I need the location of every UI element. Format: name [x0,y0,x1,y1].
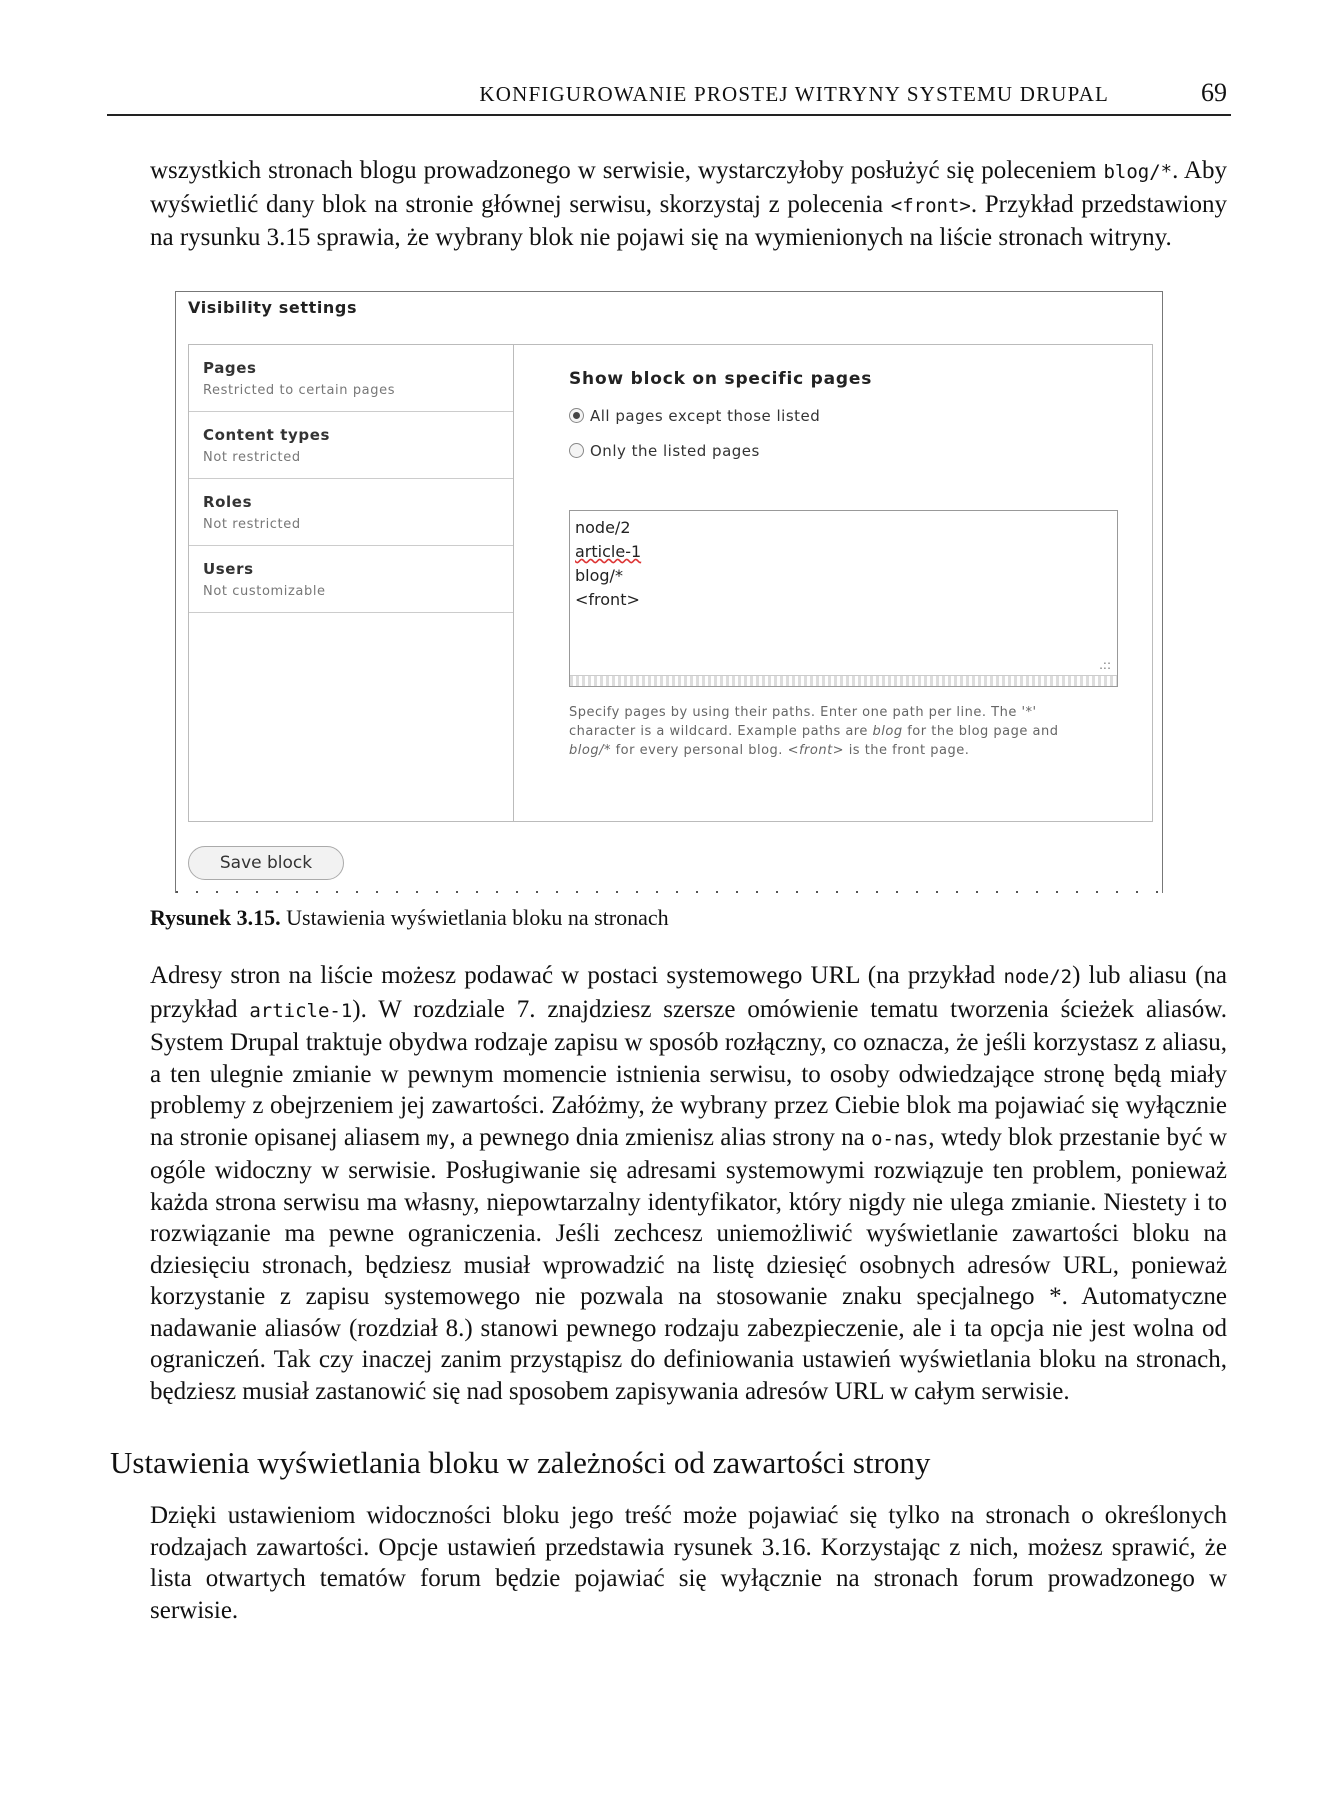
vertical-tab-pages[interactable] [189,345,513,412]
vertical-tab-label: Roles [203,493,253,511]
text-run: , wtedy blok przestanie być w ogóle widoczny w serwisie. Posługiwanie się adresami systemowymi rozwiązuje ten problem, ponieważ każda strona serwisu ma własny, niepowtarzalny identyfikator, który nigdy nie ulega zmianie. Niestety i to rozwiązanie ma pewne ograniczenia. Jeśli zechcesz uniemożliwić wyświetlanie zawartości bloku na dziesięciu stronach, będziesz musiał wprowadzić na listę dziesięć osobnych adresów URL, ponieważ korzystanie z zapisu systemowego nie pozwala na stosowanie znaku specjalnego *. Automatyczne nadawanie aliasów (rozdział 8.) stanowi pewnego rodzaju zabezpieczenie, ale i ta opcja nie jest wolna od ograniczeń. Tak czy inaczej zanim przystąpisz do definiowania ustawień wyświetlania bloku na stronach, będziesz musiał zastanowić się nad sposobem zapisywania adresów URL w całym serwisie. [150,1123,1227,1405]
radio-label: All pages except those listed [590,407,821,425]
vertical-tab-label: Pages [203,359,257,377]
radio-all-pages-except[interactable] [569,407,820,425]
paragraph-intro [150,155,1227,254]
paragraph-content-types: Dzięki ustawieniom widoczności bloku jego treść może pojawiać się tylko na stronach o określonych rodzajach zawartości. Opcje ustawień przedstawia rysunek 3.16. Korzystając z nich, możesz sprawić, że lista otwartych tematów forum będzie pojawiać się wyłącznie na stronach forum prowadzonego w serwisie. [150,1502,1227,1624]
caption-text: Ustawienia wyświetlania bloku na stronach [280,905,669,930]
inline-code: my [426,1127,450,1150]
text-run: Adresy stron na liście możesz podawać w postaci systemowego URL (na przykład [150,962,1004,989]
vertical-tab-content-types[interactable] [189,412,513,479]
vertical-tab-summary: Not customizable [203,584,326,599]
vertical-tab-list [189,345,514,821]
inline-code: node/2 [1003,966,1073,988]
text-run: ). W rozdziale 7. znajdziesz szersze omówienie tematu tworzenia ścieżek aliasów. System Drupal traktuje obydwa rodzaje zapisu w sposób rozłączny, co oznacza, że jeśli korzystasz z aliasu, a ten ulegnie zmianie w pewnym momencie istnienia serwisu, to osoby odwiedzające stronę będą miały problemy z obejrzeniem jej zawartości. Załóżmy, że wybrany przez Ciebie blok ma pojawiać się wyłącznie na stronie opisanej aliasem [150,995,1227,1151]
figure-crop-edge [176,891,1162,893]
help-text-run: Specify pages by using their paths. Enter one path per line. The '*' character is a wildcard. Example paths are [569,705,1037,739]
vertical-tab-roles[interactable] [189,479,513,546]
help-example: blog [872,724,903,739]
inline-code: <front> [890,194,971,217]
textarea-line: article-1 [575,542,642,561]
textarea-line: blog/* [575,566,623,585]
text-run: . Przykład przedstawiony na rysunku 3.15 sprawia, że wybrany blok nie pojawi się na wymienionych na liście stronach witryny. [150,190,1228,251]
inline-code: blog/* [1103,161,1173,183]
vertical-tab-summary: Restricted to certain pages [203,383,396,398]
paragraph-aliases [150,960,1227,1407]
pages-textarea[interactable] [569,510,1118,687]
text-run: . Aby wyświetlić dany blok na stronie głównej serwisu, skorzystaj z polecenia [150,157,1227,218]
section-heading: Ustawienia wyświetlania bloku w zależności od zawartości strony [110,1445,931,1480]
running-header [107,78,1231,116]
vertical-tab-summary: Not restricted [203,517,301,532]
text-run: ) lub aliasu (na przykład [150,962,1227,1023]
textarea-line: <front> [575,590,640,609]
help-example: blog/* [569,743,611,758]
figure-visibility-settings [175,291,1163,893]
radio-selected-icon[interactable] [569,408,584,423]
help-text-run: for every personal blog. [610,743,788,758]
vertical-tab-label: Users [203,560,254,578]
radio-only-listed[interactable] [569,442,760,460]
inline-code: article-1 [249,999,353,1022]
textarea-line: node/2 [575,518,631,537]
page-number: 69 [1201,78,1227,107]
help-text-run: is the front page. [844,743,970,758]
vertical-tab-label: Content types [203,426,330,444]
figure-caption [150,905,669,931]
caption-label: Rysunek 3.15. [150,905,281,930]
save-block-button[interactable]: Save block [188,846,344,880]
text-run: wszystkich stronach blogu prowadzonego w serwisie, wystarczyłoby posłużyć się poleceniem [150,157,1104,184]
textarea-grippie[interactable] [570,675,1117,686]
radio-unselected-icon[interactable] [569,443,584,458]
vertical-tabs [188,344,1153,822]
panel-title: Show block on specific pages [569,369,873,389]
vertical-tab-users[interactable] [189,546,513,613]
radio-label: Only the listed pages [590,442,760,460]
help-example: <front> [787,743,845,758]
running-header-title: KONFIGUROWANIE PROSTEJ WITRYNY SYSTEMU DRUPAL [479,82,1109,106]
visibility-settings-title: Visibility settings [188,298,358,317]
inline-code: o-nas [871,1127,929,1150]
resize-handle-icon[interactable]: .:: [1099,658,1111,672]
help-text [569,703,1099,760]
text-run: , a pewnego dnia zmienisz alias strony na [449,1123,872,1151]
help-text-run: for the blog page and [902,724,1059,739]
vertical-tab-summary: Not restricted [203,450,301,465]
